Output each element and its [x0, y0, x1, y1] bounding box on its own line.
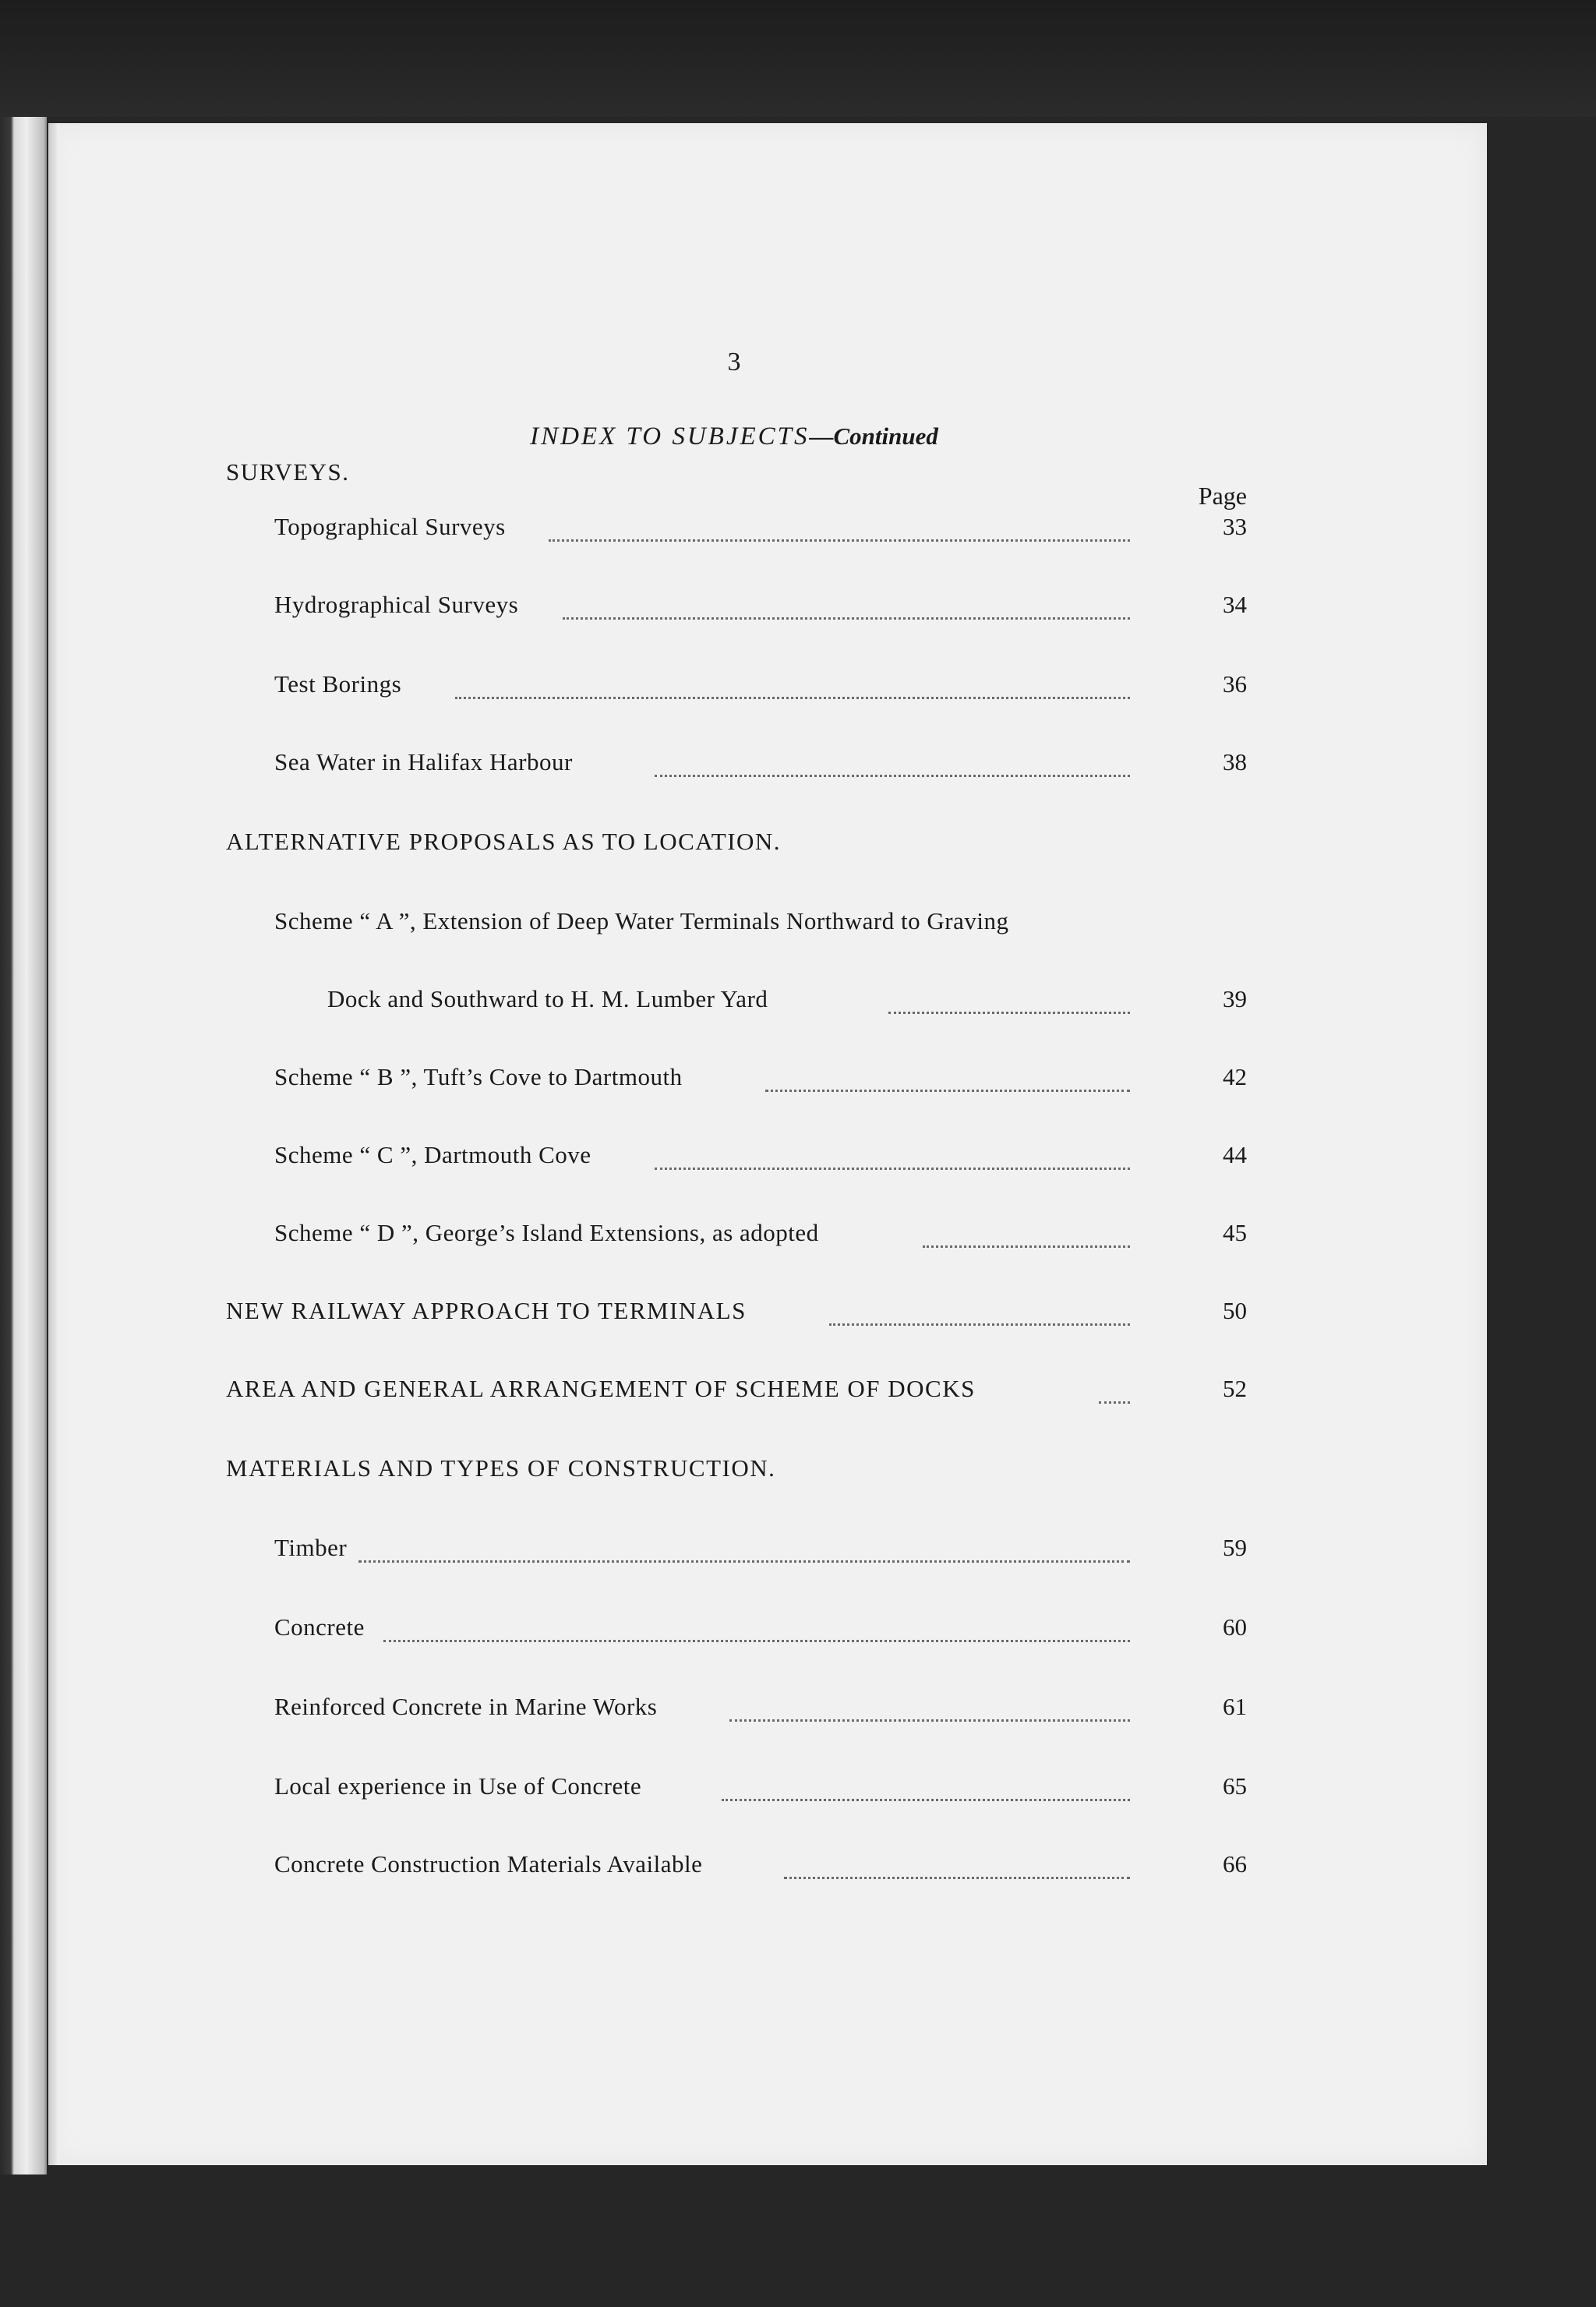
entry-label: Scheme “ A ”, Extension of Deep Water Terminals Northward to Graving — [274, 907, 1009, 934]
entry-label: Scheme “ C ”, Dartmouth Cove — [274, 1141, 591, 1168]
entry-label: Local experience in Use of Concrete — [274, 1772, 642, 1800]
entry-page-number: 44 — [1223, 1141, 1247, 1168]
dot-leader — [1099, 1386, 1130, 1404]
dot-leader — [829, 1308, 1130, 1326]
entry-label: Timber — [274, 1534, 348, 1561]
index-entry-scheme-c — [274, 1141, 1247, 1172]
entry-label: NEW RAILWAY APPROACH TO TERMINALS — [226, 1297, 747, 1324]
dot-leader — [729, 1704, 1130, 1722]
index-entry-hydrographical — [274, 591, 1247, 622]
page-number: 3 — [727, 348, 741, 376]
index-entry-concrete — [274, 1613, 1247, 1645]
entry-label: Reinforced Concrete in Marine Works — [274, 1693, 658, 1720]
dot-leader — [549, 524, 1130, 542]
entry-label: Concrete — [274, 1613, 365, 1641]
entry-page-number: 59 — [1223, 1534, 1247, 1561]
index-entry-timber — [274, 1534, 1247, 1565]
index-entry-test-borings — [274, 670, 1247, 701]
index-entry-scheme-d — [274, 1219, 1247, 1250]
entry-page-number: 33 — [1223, 513, 1247, 540]
section-heading-surveys: SURVEYS. — [226, 458, 350, 486]
dot-leader — [888, 996, 1130, 1014]
entry-label: Sea Water in Halifax Harbour — [274, 748, 573, 775]
entry-page-number: 50 — [1223, 1297, 1247, 1324]
entry-page-number: 65 — [1223, 1772, 1247, 1800]
dot-leader — [923, 1230, 1130, 1248]
entry-label: Dock and Southward to H. M. Lumber Yard — [327, 985, 768, 1012]
dot-leader — [655, 759, 1130, 777]
entry-label: Test Borings — [274, 670, 402, 698]
page-column-header: Page — [1198, 482, 1247, 510]
dot-leader — [722, 1783, 1130, 1801]
scan-background-top — [0, 0, 1596, 117]
index-entry-reinforced-concrete — [274, 1693, 1247, 1724]
index-entry-local-experience — [274, 1772, 1247, 1804]
entry-page-number: 38 — [1223, 748, 1247, 775]
entry-page-number: 39 — [1223, 985, 1247, 1012]
index-entry-topographical — [274, 513, 1247, 544]
dot-leader — [383, 1624, 1130, 1642]
index-entry-scheme-b — [274, 1063, 1247, 1094]
entry-label: Hydrographical Surveys — [274, 591, 519, 618]
entry-label: Scheme “ B ”, Tuft’s Cove to Dartmouth — [274, 1063, 683, 1090]
index-title-main: INDEX TO SUBJECTS — [530, 422, 810, 450]
entry-page-number: 36 — [1223, 670, 1247, 698]
entry-label: Concrete Construction Materials Available — [274, 1850, 703, 1878]
entry-page-number: 61 — [1223, 1693, 1247, 1720]
entry-page-number: 45 — [1223, 1219, 1247, 1246]
entry-page-number: 42 — [1223, 1063, 1247, 1090]
dot-leader — [655, 1152, 1130, 1170]
dot-leader — [358, 1545, 1130, 1563]
index-title-continued: —Continued — [809, 422, 938, 450]
index-entry-new-railway — [226, 1297, 1247, 1328]
entry-page-number: 52 — [1223, 1375, 1247, 1402]
index-entry-sea-water — [274, 748, 1247, 779]
index-entry-scheme-a-line1 — [274, 907, 1247, 938]
dot-leader — [784, 1861, 1130, 1879]
entry-label: Topographical Surveys — [274, 513, 506, 540]
index-entry-area-general-arrangement — [226, 1375, 1247, 1406]
index-entry-materials-available — [274, 1850, 1247, 1881]
index-entry-scheme-a-line2 — [327, 985, 1247, 1016]
dot-leader — [563, 602, 1130, 620]
entry-label: AREA AND GENERAL ARRANGEMENT OF SCHEME OF DOCKS — [226, 1375, 976, 1402]
entry-label: Scheme “ D ”, George’s Island Extensions, as adopted — [274, 1219, 819, 1246]
dot-leader — [765, 1074, 1130, 1092]
section-heading-materials: MATERIALS AND TYPES OF CONSTRUCTION. — [226, 1454, 776, 1482]
dot-leader — [455, 681, 1130, 699]
section-heading-alternative-proposals: ALTERNATIVE PROPOSALS AS TO LOCATION. — [226, 828, 782, 855]
index-title — [0, 422, 1468, 451]
entry-page-number: 34 — [1223, 591, 1247, 618]
entry-page-number: 66 — [1223, 1850, 1247, 1878]
entry-page-number: 60 — [1223, 1613, 1247, 1641]
